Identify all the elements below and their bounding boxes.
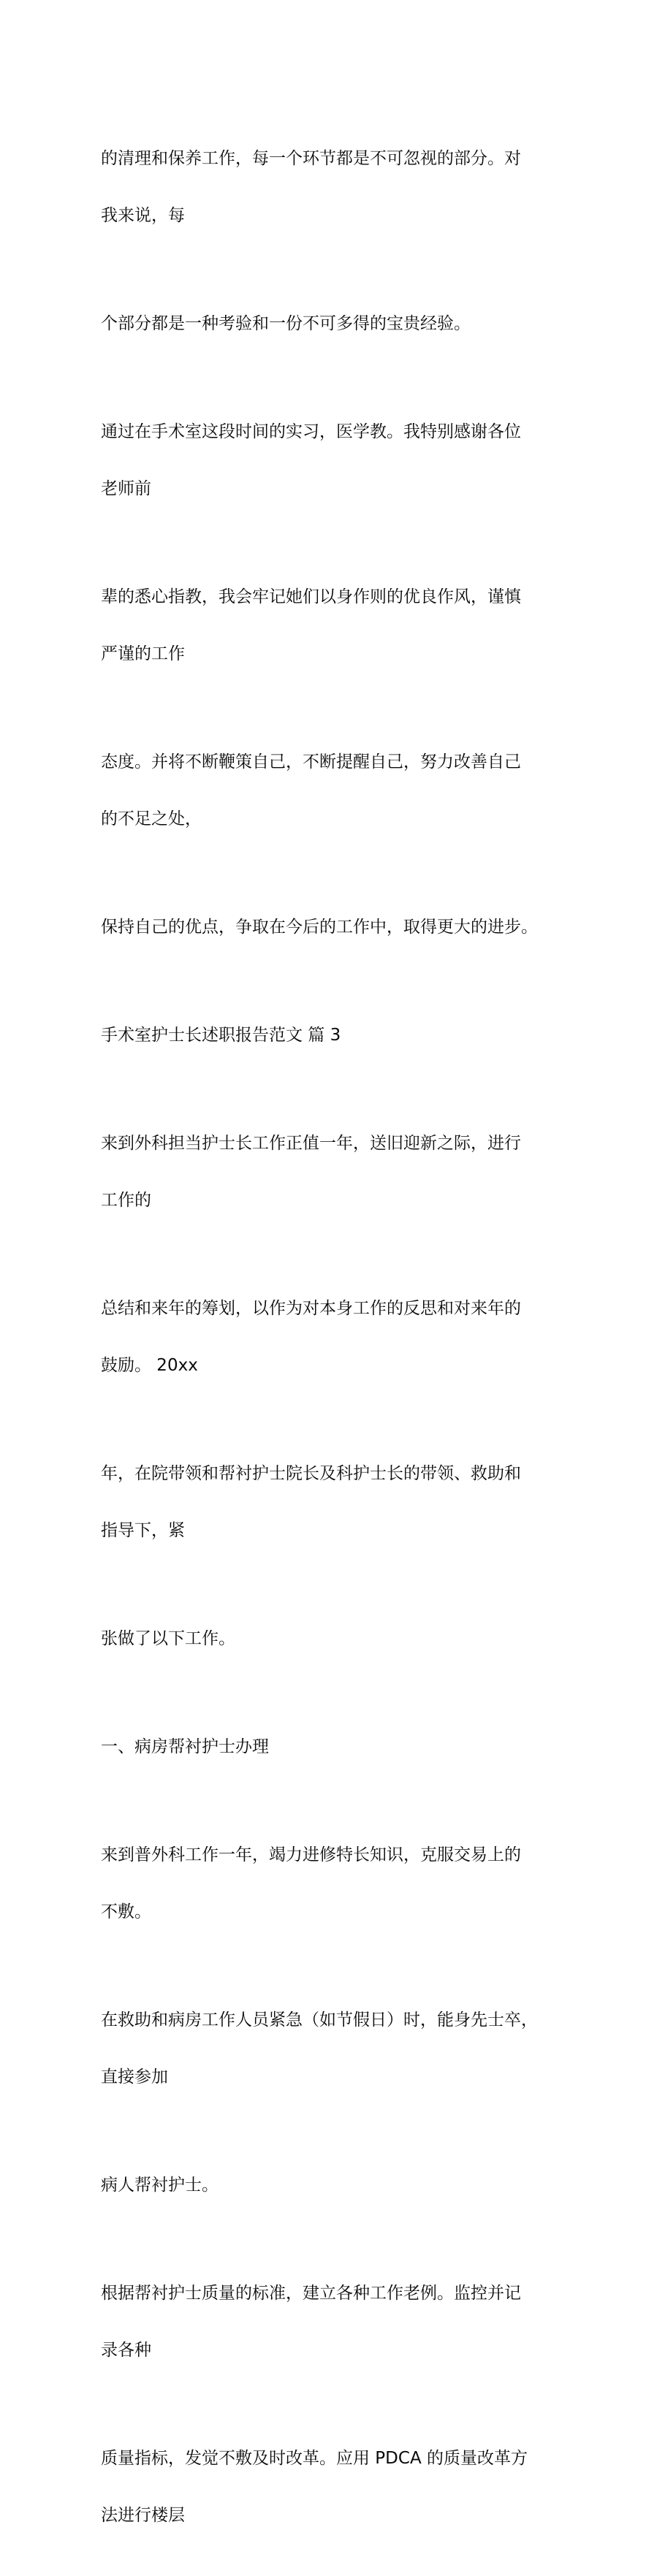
text-line: 严谨的工作 [101,644,185,663]
text-line: 个部分都是一种考验和一份不可多得的宝贵经验。 [101,314,471,333]
paragraph [101,111,569,263]
text-line: 鼓励。 20xx [101,1356,198,1375]
text-line: 保持自己的优点，争取在今后的工作中，取得更大的进步。 [101,918,538,937]
paragraph [101,880,569,975]
text-line: 录各种 [101,2341,151,2360]
text-line: 质量指标，发觉不敷及时改革。应用 PDCA 的质量改革方 [101,2449,528,2468]
section-heading [101,988,569,1083]
text-line: 工作的 [101,1191,151,1210]
document-body [101,111,569,2576]
text-line: 法进行楼层 [101,2506,185,2525]
paragraph [101,2246,569,2398]
text-line: 年，在院带领和帮衬护士院长及科护士长的带领、救助和 [101,1464,521,1483]
paragraph [101,1807,569,1959]
text-line: 我来说，每 [101,206,185,225]
text-line: 张做了以下工作。 [101,1629,235,1648]
paragraph [101,276,569,371]
text-line: 态度。并将不断鞭策自己，不断提醒自己，努力改善自己 [101,752,521,771]
text-line: 通过在手术室这段时间的实习，医学教。我特别感谢各位 [101,422,521,441]
text-line: 来到普外科工作一年，竭力进修特长知识，克服交易上的 [101,1845,521,1864]
text-line: 的清理和保养工作，每一个环节都是不可忽视的部分。对 [101,149,521,168]
paragraph [101,1973,569,2125]
paragraph [101,1426,569,1578]
text-line: 辈的悉心指教，我会牢记她们以身作则的优良作风，谨慎 [101,587,521,606]
paragraph [101,2138,569,2233]
paragraph [101,2411,569,2563]
section-heading [101,1699,569,1794]
paragraph [101,1261,569,1413]
text-line: 一、病房帮衬护士办理 [101,1737,269,1756]
text-line: 根据帮衬护士质量的标准，建立各种工作老例。监控并记 [101,2284,521,2303]
paragraph [101,715,569,866]
paragraph [101,1096,569,1248]
text-line: 总结和来年的筹划，以作为对本身工作的反思和对来年的 [101,1299,521,1318]
paragraph [101,1591,569,1686]
text-line: 手术室护士长述职报告范文 篇 3 [101,1026,341,1045]
text-line: 的不足之处， [101,809,202,828]
text-line: 病人帮衬护士。 [101,2176,218,2195]
text-line: 直接参加 [101,2068,168,2087]
text-line: 来到外科担当护士长工作正值一年，送旧迎新之际，进行 [101,1134,521,1153]
text-line: 指导下，紧 [101,1521,185,1540]
paragraph [101,384,569,536]
paragraph [101,549,569,701]
text-line: 老师前 [101,479,151,498]
text-line: 在救助和病房工作人员紧急（如节假日）时，能身先士卒， [101,2011,538,2030]
text-line: 不敷。 [101,1902,151,1921]
